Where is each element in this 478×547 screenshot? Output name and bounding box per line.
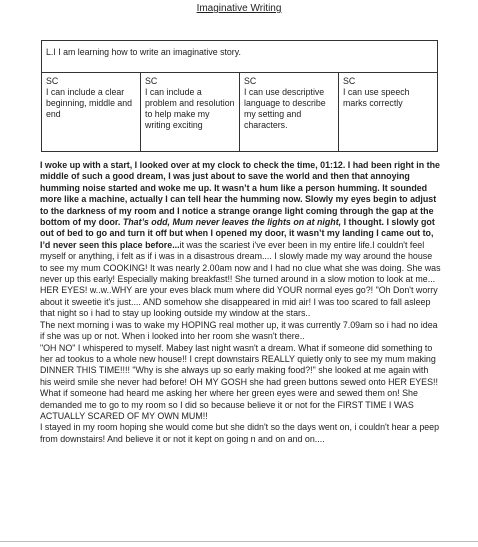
bold-text: I woke up with a start, I looked over at my clock to check the time, 01:12. I had been right in the middle of such a good dream, I was just about to save the world and then that annoying humming noise started and woke me up. It wasn’t a hum like a person humming. It sounded more like a machine, actually I can tell hear the humming now. Slowly my eyes begin to adjust to the darkness of my room and I notice a strange orange light coming through the gap at the bottom of my door. — [40, 160, 440, 228]
story-paragraph-3: "OH NO" I whispered to myself. Mabey last night wasn't a dream. What if someone did something to her ad tookus to a whole new house!! I crept downstairs REALLY quietly only to see my mum making DINNER THIS TIME!!!! "Why is she always up so early making food?!" she looked at me again with his weird smile she never had before! OH MY GOSH she had green buttons sewed onto HER EYES!! What if someone had heard me asking her where her green eyes were and sewed them on! She demanded me to go to my room so I did so because believe it or not for the FIRST TIME I WAS ACTUALLY SCARED OF MY OWN MUM!! — [40, 342, 438, 421]
bold-italic-text: That’s odd, Mum never leaves the lights on at night, — [122, 217, 342, 228]
page-bottom-divider — [0, 541, 478, 542]
success-criteria-heading: SC — [244, 76, 257, 86]
success-criteria-cell-4 — [339, 73, 438, 152]
success-criteria-heading: SC — [343, 76, 356, 86]
learning-intention-table — [41, 40, 438, 152]
success-criteria-cell-1 — [42, 73, 141, 152]
success-criteria-text: I can include a problem and resolution to help make my writing exciting — [145, 87, 235, 130]
success-criteria-cell-3 — [240, 73, 339, 152]
story-paragraph-4: I stayed in my room hoping she would come but she didn't so the days went on, i couldn't hear a peep from downstairs! And believe it or not it kept on going n and on and on.... — [40, 422, 440, 444]
normal-text: it was the scariest i've ever been in my entire life.I couldn't feel myself or anything, i felt as if i was in a disastrous dream.... I slowly made my way around the house to see my mum COOKING! It was nearly 2.00am now and I had no clue what she was doing. She was never up this early! Especially making breakfast!! She turned around in a slow motion to look at me... HER EYES! w..w..WHY are your eves black mum where did YOUR normal eyes go?! "Oh Don't worry about it sweetie it's just.... AND somehow she disappeared in mid air! I was too scared to fall asleep that night so i had to stay up looking outside my window at the stars.. — [40, 239, 441, 319]
success-criteria-text: I can use speech marks correctly — [343, 87, 410, 108]
success-criteria-cell-2 — [141, 73, 240, 152]
success-criteria-heading: SC — [145, 76, 158, 86]
story-paragraph-2: The next morning i was to wake my HOPING real mother up, it was currently 7.09am so i had no idea if she was up or not. When i looked into her room she wasn't there.. — [40, 319, 438, 342]
learning-intention-cell: L.I I am learning how to write an imaginative story. — [42, 41, 438, 73]
page-title: Imaginative Writing — [196, 3, 282, 14]
story-paragraph-1 — [40, 160, 442, 320]
bold-text: I thought. I slowly got out of bed to go and turn it off but when I opened my door, it wasn’t my landing I came out to, I’d never seen this place before... — [40, 217, 435, 250]
success-criteria-text: I can include a clear beginning, middle and end — [46, 87, 133, 119]
story-text — [40, 160, 442, 445]
success-criteria-text: I can use descriptive language to describe my setting and characters. — [244, 87, 326, 130]
success-criteria-heading: SC — [46, 76, 59, 86]
